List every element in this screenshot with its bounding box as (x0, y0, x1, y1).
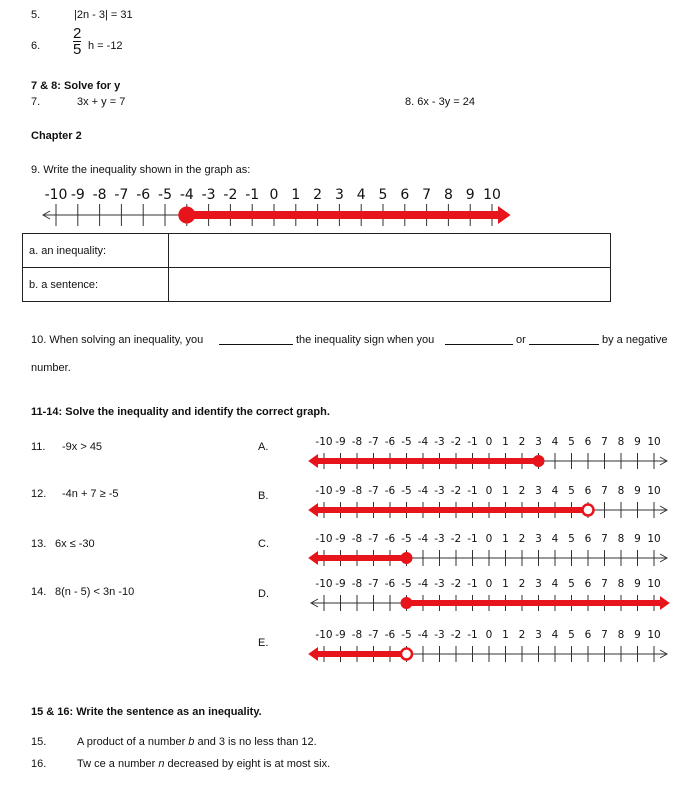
tick-label: 6 (400, 187, 410, 203)
tick-label: -4 (179, 187, 194, 203)
blank-1[interactable] (219, 344, 293, 345)
tick-label: 9 (634, 436, 641, 448)
tick-label: 1 (502, 629, 509, 641)
tick-label: 10 (647, 629, 661, 641)
tick-label: 6 (584, 578, 592, 590)
tick-label: 0 (485, 578, 493, 590)
choice-d-letter: D. (258, 588, 269, 600)
question-10-part2: the inequality sign when you (296, 334, 435, 346)
tick-label: -8 (351, 533, 363, 545)
tick-label: 10 (647, 533, 661, 545)
closed-endpoint (401, 598, 412, 609)
tick-label: -8 (351, 578, 363, 590)
closed-endpoint (179, 207, 195, 223)
tick-label: -7 (368, 436, 379, 448)
tick-label: 3 (535, 436, 542, 448)
tick-label: -3 (434, 485, 445, 497)
tick-label: -2 (450, 436, 462, 448)
answer-cell-inequality[interactable] (169, 234, 611, 268)
problem-12-number: 12. (31, 488, 47, 500)
problem-16-number: 16. (31, 758, 47, 770)
tick-label: -9 (335, 485, 346, 497)
tick-label: 0 (485, 485, 493, 497)
tick-label: -6 (384, 533, 396, 545)
number-line-choice-e (308, 627, 670, 667)
tick-label: 9 (634, 578, 641, 590)
tick-label: -6 (384, 436, 396, 448)
problem-15-number: 15. (31, 736, 47, 748)
tick-label: 2 (313, 187, 323, 203)
chapter-heading: Chapter 2 (31, 130, 82, 142)
choice-c-letter: C. (258, 538, 269, 550)
problem-8: 8. 6x - 3y = 24 (405, 96, 476, 108)
tick-label: -1 (467, 436, 478, 448)
tick-label: 6 (584, 485, 592, 497)
number-line-choice-c (308, 531, 670, 571)
tick-label: 5 (378, 187, 388, 203)
tick-label: 2 (518, 533, 526, 545)
answer-cell-sentence[interactable] (169, 268, 611, 302)
tick-label: 10 (483, 187, 501, 203)
tick-label: -5 (401, 578, 412, 590)
tick-label: -8 (351, 436, 363, 448)
tick-label: -8 (351, 485, 363, 497)
tick-label: -1 (245, 187, 260, 203)
tick-label: -4 (417, 629, 429, 641)
open-endpoint (401, 649, 412, 660)
tick-label: -2 (450, 578, 462, 590)
solution-arrow-head (660, 596, 670, 610)
tick-label: -4 (417, 436, 429, 448)
tick-label: 10 (647, 436, 661, 448)
table-row (23, 268, 611, 302)
solution-arrow-head (308, 503, 318, 517)
number-line-choice-d (308, 576, 670, 616)
question-9-answer-table (22, 233, 611, 302)
tick-label: -9 (70, 187, 85, 203)
closed-endpoint (533, 456, 544, 467)
tick-label: 7 (601, 533, 608, 545)
tick-label: -3 (434, 436, 445, 448)
section-7-8-title: 7 & 8: Solve for y (31, 80, 121, 92)
problem-12-inequality: -4n + 7 ≥ -5 (62, 488, 119, 500)
question-10-part4: by a negative (602, 334, 668, 346)
problem-13-inequality: 6x ≤ -30 (55, 538, 95, 550)
tick-label: -9 (335, 436, 346, 448)
tick-label: -1 (467, 533, 478, 545)
number-line-choice-a (308, 434, 670, 474)
tick-label: 7 (601, 436, 608, 448)
solution-arrow-head (308, 454, 318, 468)
tick-label: -10 (44, 187, 68, 203)
tick-label: 2 (518, 436, 526, 448)
tick-label: -9 (335, 629, 346, 641)
tick-label: -3 (434, 629, 445, 641)
tick-label: 4 (551, 629, 559, 641)
tick-label: -10 (315, 629, 333, 641)
tick-label: 4 (356, 187, 366, 203)
tick-label: -5 (401, 485, 412, 497)
tick-label: 3 (535, 629, 542, 641)
tick-label: -2 (450, 629, 462, 641)
problem-6-number: 6. (31, 40, 41, 52)
tick-label: -6 (384, 629, 396, 641)
tick-label: 7 (601, 629, 608, 641)
tick-label: 1 (502, 485, 509, 497)
tick-label: 7 (601, 485, 608, 497)
number-line-q9 (30, 182, 514, 234)
tick-label: -3 (201, 187, 216, 203)
tick-label: 9 (465, 187, 475, 203)
tick-label: 4 (551, 578, 559, 590)
tick-label: 6 (584, 436, 592, 448)
tick-label: 4 (551, 436, 559, 448)
tick-label: 2 (518, 578, 526, 590)
tick-label: -6 (384, 485, 396, 497)
tick-label: -1 (467, 578, 478, 590)
problem-5-number: 5. (31, 9, 41, 21)
tick-label: 10 (647, 485, 661, 497)
fraction-denominator: 5 (73, 41, 82, 58)
tick-label: -2 (450, 485, 462, 497)
question-10-part5: number. (31, 362, 71, 374)
tick-label: 5 (568, 485, 575, 497)
closed-endpoint (401, 553, 412, 564)
tick-label: 1 (502, 436, 509, 448)
question-10-part3: or (516, 334, 526, 346)
tick-label: -7 (368, 533, 379, 545)
tick-label: 1 (291, 187, 301, 203)
tick-label: 5 (568, 533, 575, 545)
tick-label: 5 (568, 578, 575, 590)
choice-a-letter: A. (258, 441, 269, 453)
tick-label: -4 (417, 533, 429, 545)
tick-label: -7 (368, 629, 379, 641)
solution-arrow-head (498, 206, 511, 224)
tick-label: 5 (568, 436, 575, 448)
tick-label: 8 (617, 436, 625, 448)
tick-label: 0 (485, 533, 493, 545)
tick-label: 3 (535, 533, 542, 545)
fraction-numerator: 2 (73, 25, 82, 42)
problem-13-number: 13. (31, 538, 47, 550)
tick-label: -2 (450, 533, 462, 545)
tick-label: -3 (434, 533, 445, 545)
tick-label: 8 (617, 578, 625, 590)
tick-label: 6 (584, 533, 592, 545)
question-10-part1: 10. When solving an inequality, you (31, 334, 204, 346)
tick-label: -8 (351, 629, 363, 641)
tick-label: 0 (485, 436, 493, 448)
problem-16-sentence: Tw ce a number n decreased by eight is at most six. (77, 758, 331, 770)
blank-3[interactable] (529, 344, 599, 345)
tick-label: -5 (401, 533, 412, 545)
open-endpoint (583, 505, 594, 516)
tick-label: -6 (384, 578, 396, 590)
problem-14-number: 14. (31, 586, 47, 598)
tick-label: -4 (417, 578, 429, 590)
tick-label: -1 (467, 629, 478, 641)
tick-label: -6 (136, 187, 151, 203)
tick-label: 9 (634, 485, 641, 497)
tick-label: -10 (315, 436, 333, 448)
variable-n: n (158, 758, 165, 770)
tick-label: 1 (502, 578, 509, 590)
tick-label: 10 (647, 578, 661, 590)
tick-label: -10 (315, 485, 333, 497)
tick-label: -10 (315, 578, 333, 590)
choice-e-letter: E. (258, 637, 269, 649)
tick-label: 5 (568, 629, 575, 641)
blank-2[interactable] (445, 344, 513, 345)
problem-7-number: 7. (31, 96, 41, 108)
tick-label: 8 (617, 485, 625, 497)
tick-label: 0 (485, 629, 493, 641)
tick-label: -9 (335, 533, 346, 545)
section-11-14-title: 11-14: Solve the inequality and identify the correct graph. (31, 406, 330, 418)
tick-label: 3 (535, 578, 542, 590)
problem-15-sentence: A product of a number b and 3 is no less than 12. (77, 736, 317, 748)
problem-11-number: 11. (31, 441, 46, 453)
tick-label: 4 (551, 485, 559, 497)
row-label-sentence: b. a sentence: (23, 268, 169, 302)
tick-label: 6 (584, 629, 592, 641)
problem-7-equation: 3x + y = 7 (77, 96, 126, 108)
tick-label: 3 (535, 485, 542, 497)
tick-label: -3 (434, 578, 445, 590)
tick-label: 2 (518, 485, 526, 497)
question-9-prompt: 9. Write the inequality shown in the graph as: (31, 164, 251, 176)
tick-label: 7 (422, 187, 432, 203)
tick-label: -7 (368, 578, 379, 590)
tick-label: 7 (601, 578, 608, 590)
tick-label: -7 (368, 485, 379, 497)
tick-label: 9 (634, 629, 641, 641)
tick-label: 9 (634, 533, 641, 545)
problem-11-inequality: -9x > 45 (62, 441, 103, 453)
tick-label: 3 (334, 187, 344, 203)
problem-6-equation: h = -12 (88, 40, 123, 52)
solution-arrow-head (308, 647, 318, 661)
tick-label: -8 (92, 187, 107, 203)
choice-b-letter: B. (258, 490, 269, 502)
table-row (23, 234, 611, 268)
tick-label: -7 (114, 187, 129, 203)
problem-5-equation: |2n - 3| = 31 (74, 9, 133, 21)
tick-label: 0 (269, 187, 279, 203)
tick-label: -5 (401, 629, 412, 641)
fraction (73, 26, 81, 57)
tick-label: -9 (335, 578, 346, 590)
variable-b: b (188, 736, 195, 748)
tick-label: 2 (518, 629, 526, 641)
solution-arrow-head (308, 551, 318, 565)
tick-label: 1 (502, 533, 509, 545)
tick-label: -5 (401, 436, 412, 448)
tick-label: -5 (158, 187, 172, 203)
tick-label: 4 (551, 533, 559, 545)
tick-label: -2 (223, 187, 238, 203)
number-line-choice-b (308, 483, 670, 523)
tick-label: -4 (417, 485, 429, 497)
tick-label: -1 (467, 485, 478, 497)
tick-label: 8 (617, 533, 625, 545)
tick-label: 8 (617, 629, 625, 641)
row-label-inequality: a. an inequality: (23, 234, 169, 268)
problem-14-inequality: 8(n - 5) < 3n -10 (55, 586, 135, 598)
tick-label: 8 (443, 187, 453, 203)
section-15-16-title: 15 & 16: Write the sentence as an inequality. (31, 706, 262, 718)
tick-label: -10 (315, 533, 333, 545)
